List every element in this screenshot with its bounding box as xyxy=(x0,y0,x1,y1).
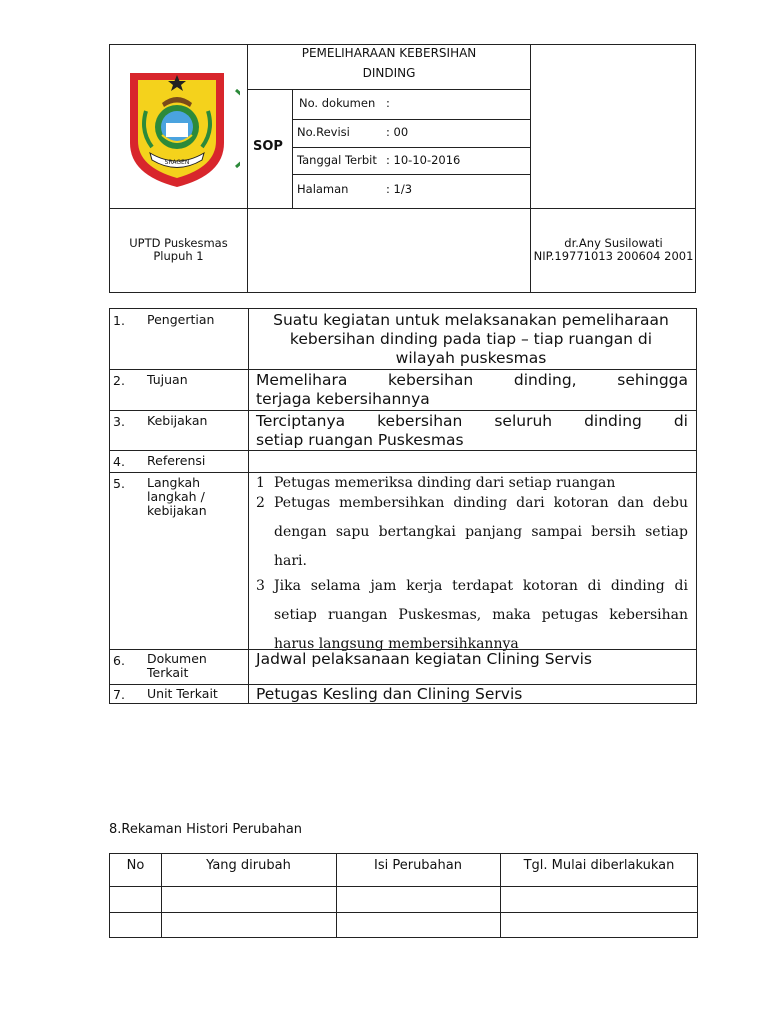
unit-name xyxy=(110,237,247,263)
row-label xyxy=(147,476,207,518)
sop-header xyxy=(109,44,696,293)
label-line: Terkait xyxy=(147,665,189,680)
list-item xyxy=(256,489,688,576)
step-number: 2 xyxy=(256,495,265,511)
label-line: Dokumen xyxy=(147,651,207,666)
title-line: PEMELIHARAAN KEBERSIHAN xyxy=(301,46,477,60)
table-row xyxy=(110,472,696,652)
divider xyxy=(247,89,531,90)
table-row xyxy=(110,684,696,705)
signer-nip: NIP.19771013 200604 2001 xyxy=(533,249,694,263)
table-row xyxy=(110,309,696,369)
value-line: setiap ruangan Puskesmas xyxy=(256,431,464,449)
column-header: Tgl. Mulai diberlakukan xyxy=(523,858,675,873)
halaman-label: Halaman xyxy=(297,182,349,196)
label-line: kebijakan xyxy=(147,503,207,518)
divider xyxy=(247,45,248,293)
row-number: 7. xyxy=(113,687,125,702)
revisi-value: : 00 xyxy=(386,125,409,139)
history-table xyxy=(109,853,698,938)
sop-content-table xyxy=(109,308,697,704)
label-line: langkah / xyxy=(147,489,205,504)
title-line: DINDING xyxy=(362,66,416,80)
divider xyxy=(292,147,531,148)
row-number: 5. xyxy=(113,476,125,491)
table-row xyxy=(110,450,696,472)
row-label: Unit Terkait xyxy=(147,686,218,701)
step-text: Petugas membersihkan dinding dari kotoran dan debu dengan sapu bertangkai panjang sampai bersih setiap hari. xyxy=(274,495,688,569)
row-value: Petugas Kesling dan Clining Servis xyxy=(256,685,523,703)
doc-no-label: No. dokumen xyxy=(299,96,376,110)
table-row xyxy=(110,410,696,450)
row-label xyxy=(147,652,207,680)
history-title: 8.Rekaman Histori Perubahan xyxy=(109,822,303,837)
row-divider xyxy=(110,886,697,887)
doc-no-value: : xyxy=(386,96,390,110)
row-number: 6. xyxy=(113,653,125,668)
divider xyxy=(292,119,531,120)
row-label: Referensi xyxy=(147,453,206,468)
signer xyxy=(531,237,696,263)
row-divider xyxy=(110,912,697,913)
value-line: Memelihara kebersihan dinding, sehingga xyxy=(256,371,688,389)
value-line: terjaga kebersihannya xyxy=(256,390,430,408)
sop-label: SOP xyxy=(253,139,283,154)
row-label: Kebijakan xyxy=(147,413,208,428)
row-value xyxy=(256,412,688,450)
divider xyxy=(292,89,293,209)
halaman-value: : 1/3 xyxy=(386,182,413,196)
step-text: Jika selama jam kerja terdapat kotoran di dinding di setiap ruangan Puskesmas, maka petugas kebersihan harus langsung membersihkannya xyxy=(274,578,688,652)
divider xyxy=(292,174,531,175)
row-value: Jadwal pelaksanaan kegiatan Clining Servis xyxy=(256,650,593,668)
row-value xyxy=(256,371,688,409)
unit-line: Plupuh 1 xyxy=(153,249,204,263)
row-number: 4. xyxy=(113,454,125,469)
row-number: 1. xyxy=(113,313,125,328)
signer-name: dr.Any Susilowati xyxy=(564,236,663,250)
table-row xyxy=(110,649,696,684)
tanggal-label: Tanggal Terbit xyxy=(297,153,377,167)
sragen-logo xyxy=(120,65,240,190)
unit-line: UPTD Puskesmas xyxy=(129,236,228,250)
row-label: Pengertian xyxy=(147,312,215,327)
logo-text: SRAGEN xyxy=(164,159,190,166)
column-header: Yang dirubah xyxy=(206,858,291,873)
tanggal-value: : 10-10-2016 xyxy=(386,153,461,167)
table-row xyxy=(110,369,696,410)
revisi-label: No.Revisi xyxy=(297,125,350,139)
step-text: Petugas memeriksa dinding dari setiap ruangan xyxy=(274,475,616,491)
column-header: Isi Perubahan xyxy=(374,858,462,873)
label-line: Langkah xyxy=(147,475,201,490)
step-number: 1 xyxy=(256,475,265,491)
row-number: 2. xyxy=(113,373,125,388)
list-item xyxy=(256,572,688,659)
row-number: 3. xyxy=(113,414,125,429)
steps-list xyxy=(256,473,688,659)
page-title xyxy=(248,46,530,80)
column-header: No xyxy=(126,858,145,873)
divider xyxy=(110,208,696,209)
value-line: Terciptanya kebersihan seluruh dinding di xyxy=(256,412,688,430)
row-value: Suatu kegiatan untuk melaksanakan pemeliharaan kebersihan dinding pada tiap – tiap ruangan di wilayah puskesmas xyxy=(273,311,669,367)
step-number: 3 xyxy=(256,578,265,594)
row-label: Tujuan xyxy=(147,372,188,387)
